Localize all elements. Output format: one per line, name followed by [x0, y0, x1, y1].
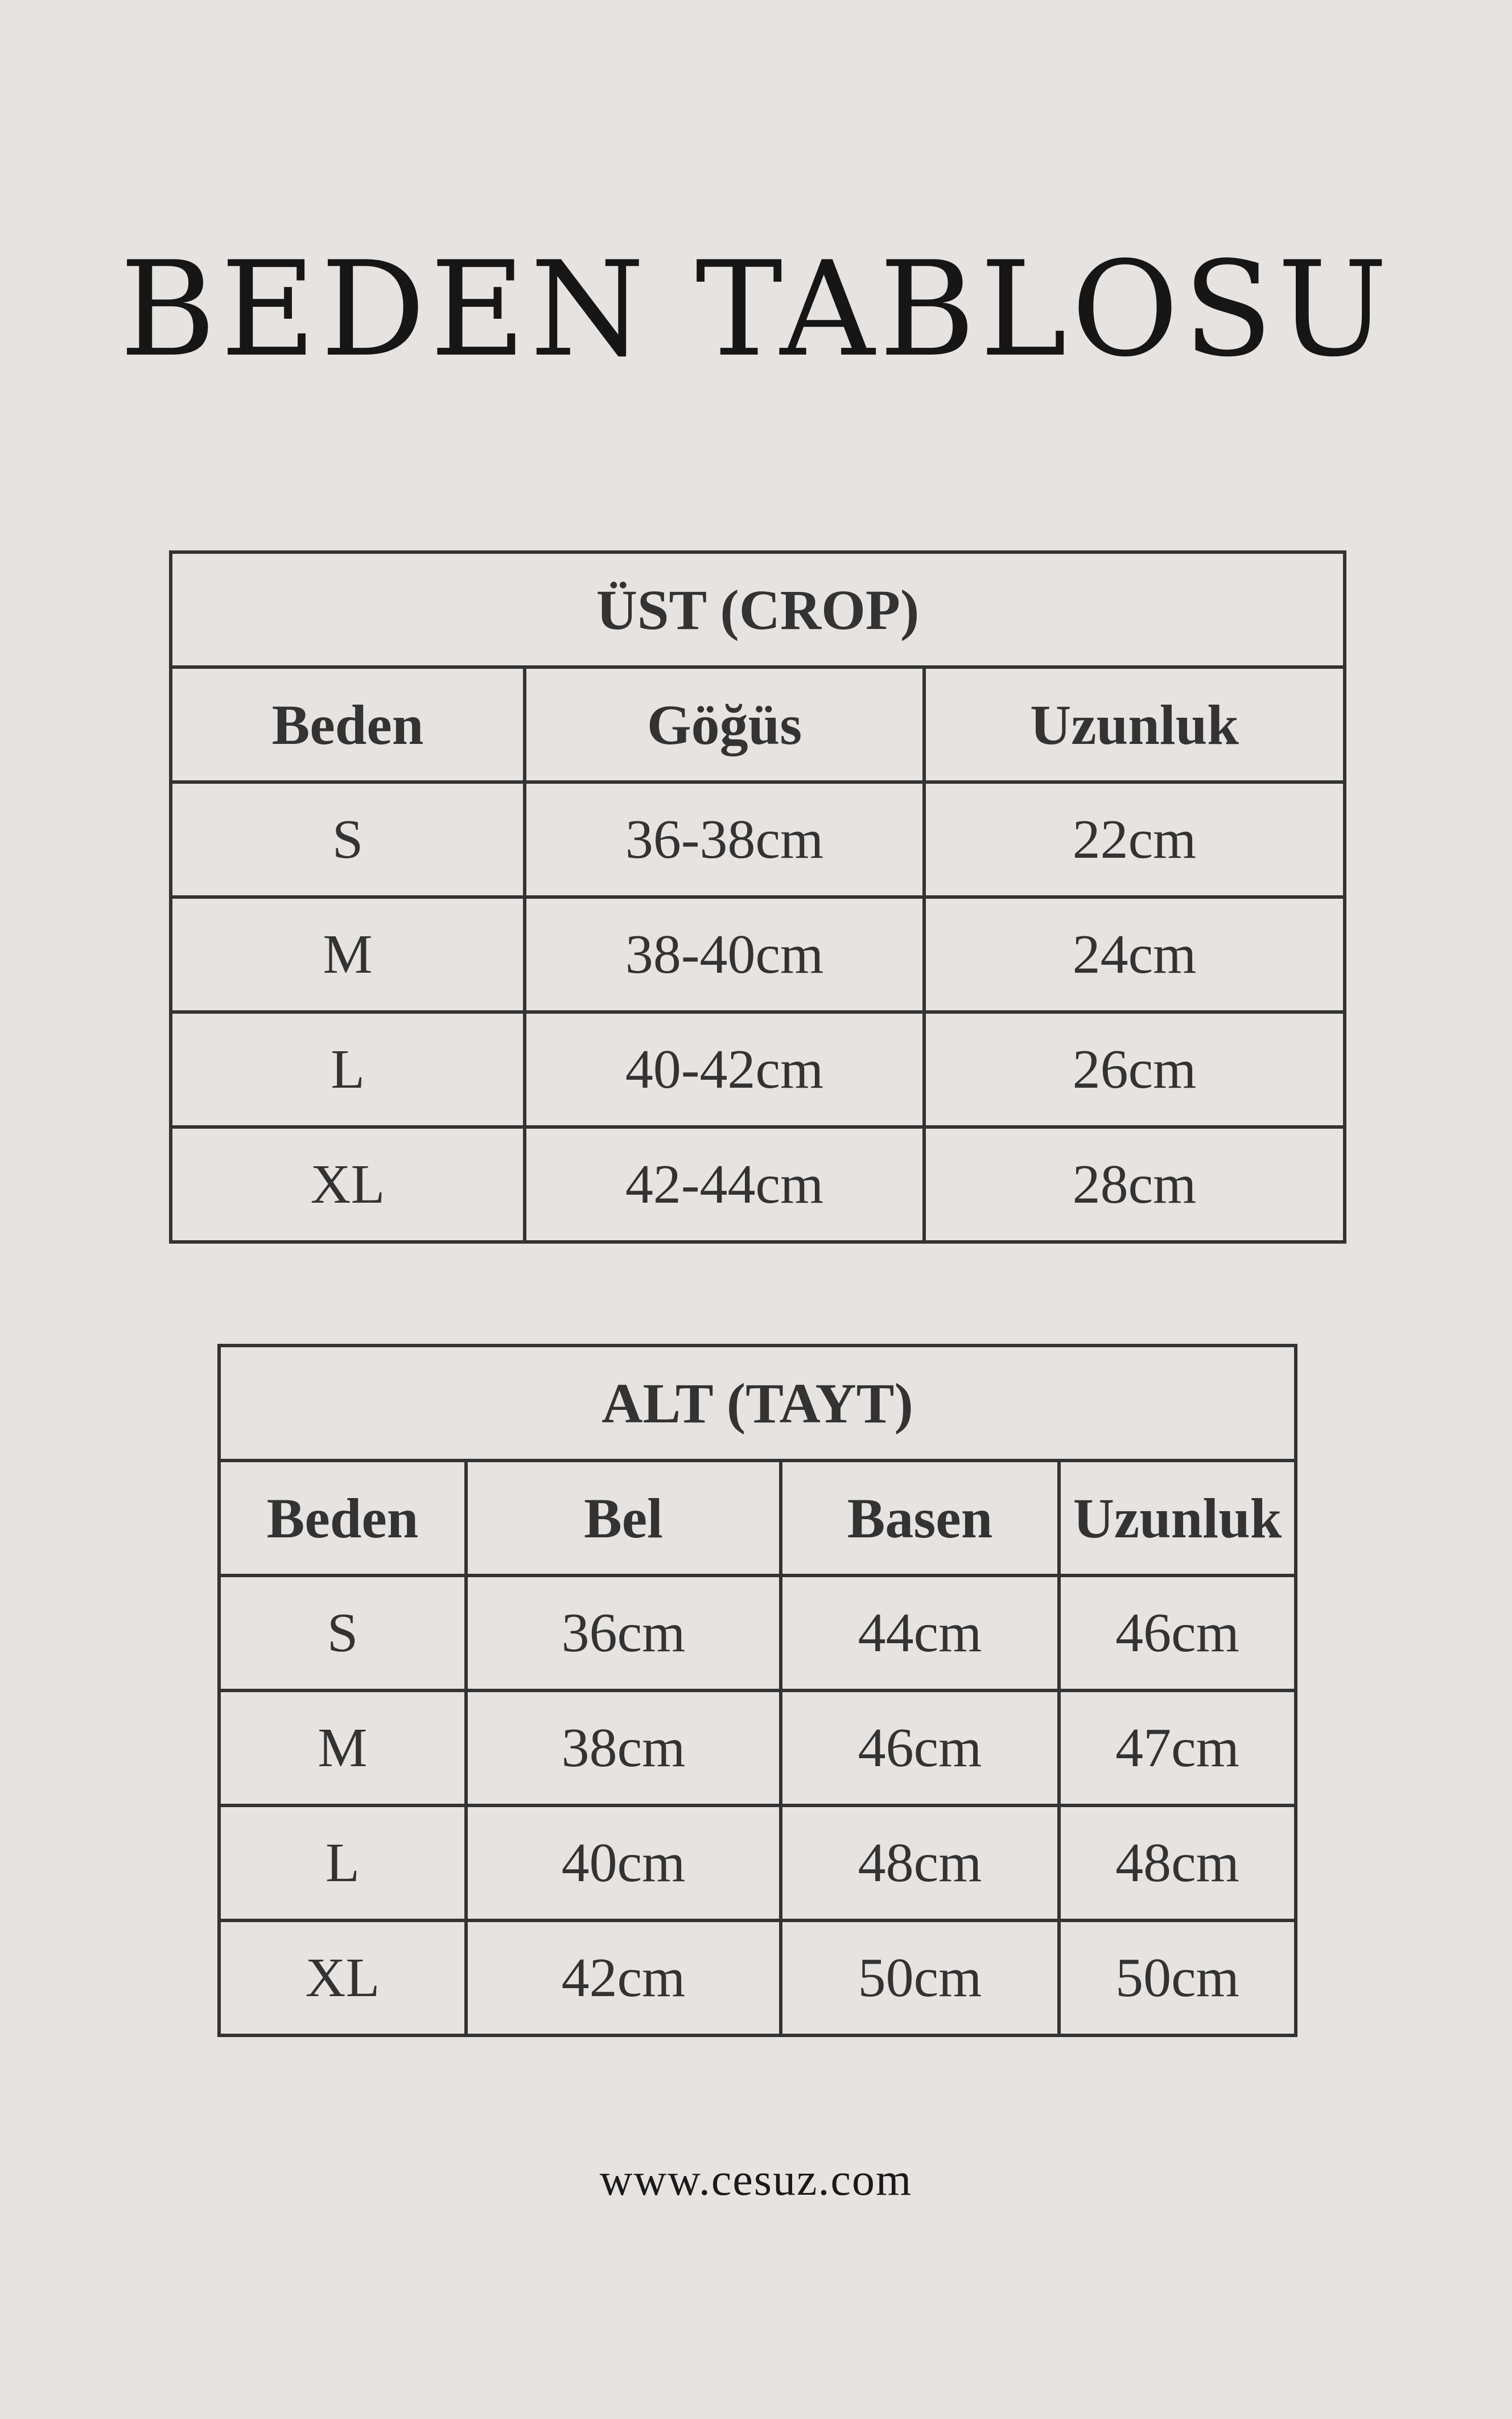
table-cell: 47cm	[1059, 1690, 1296, 1805]
table-row	[219, 1805, 1296, 1920]
table-caption: ALT (TAYT)	[219, 1346, 1296, 1461]
column-header: Uzunluk	[1059, 1461, 1296, 1575]
table-cell: 44cm	[781, 1575, 1059, 1690]
table-row	[219, 1575, 1296, 1690]
column-header: Basen	[781, 1461, 1059, 1575]
table-cell: XL	[219, 1920, 466, 2035]
table-cell: 40-42cm	[525, 1012, 924, 1127]
column-header: Göğüs	[525, 667, 924, 782]
table-cell: XL	[171, 1127, 525, 1242]
website-url: www.cesuz.com	[599, 2155, 913, 2205]
table-row	[171, 782, 1345, 897]
table-cell: 46cm	[781, 1690, 1059, 1805]
table-cell: 46cm	[1059, 1575, 1296, 1690]
table-cell: 48cm	[1059, 1805, 1296, 1920]
column-header: Bel	[466, 1461, 781, 1575]
table-header-row	[171, 667, 1345, 782]
column-header: Beden	[219, 1461, 466, 1575]
table-cell: 36-38cm	[525, 782, 924, 897]
column-header: Beden	[171, 667, 525, 782]
table-cell: 26cm	[924, 1012, 1345, 1127]
table-cell: 38cm	[466, 1690, 781, 1805]
table-cell: 40cm	[466, 1805, 781, 1920]
table-cell: L	[219, 1805, 466, 1920]
table-cell: 28cm	[924, 1127, 1345, 1242]
table-cell: 24cm	[924, 897, 1345, 1012]
table-cell: L	[171, 1012, 525, 1127]
table-cell: S	[171, 782, 525, 897]
top-size-table	[169, 550, 1346, 1244]
table-cell: 42-44cm	[525, 1127, 924, 1242]
table-header-row	[219, 1461, 1296, 1575]
table-row	[171, 1012, 1345, 1127]
table-cell: 36cm	[466, 1575, 781, 1690]
table-cell: M	[171, 897, 525, 1012]
table-cell: 50cm	[781, 1920, 1059, 2035]
table-cell: 50cm	[1059, 1920, 1296, 2035]
bottom-size-table	[217, 1344, 1297, 2037]
table-row	[219, 1920, 1296, 2035]
table-row	[171, 897, 1345, 1012]
table-row	[219, 1690, 1296, 1805]
table-cell: M	[219, 1690, 466, 1805]
table-cell: S	[219, 1575, 466, 1690]
column-header: Uzunluk	[924, 667, 1345, 782]
table-cell: 48cm	[781, 1805, 1059, 1920]
table-caption-row	[171, 552, 1345, 667]
table-cell: 42cm	[466, 1920, 781, 2035]
table-row	[171, 1127, 1345, 1242]
page-title: BEDEN TABLOSU	[120, 234, 1392, 386]
table-cell: 38-40cm	[525, 897, 924, 1012]
table-cell: 22cm	[924, 782, 1345, 897]
table-caption-row	[219, 1346, 1296, 1461]
table-caption: ÜST (CROP)	[171, 552, 1345, 667]
